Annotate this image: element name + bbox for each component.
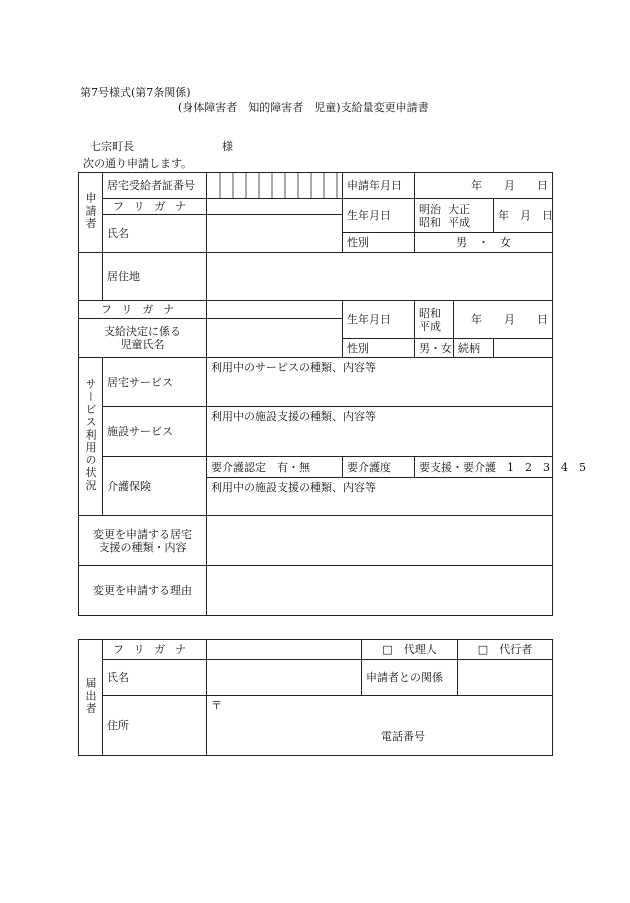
apply-date-value[interactable]: 年 月 日: [415, 173, 553, 199]
filer-name-field[interactable]: [207, 660, 362, 696]
care-level-value[interactable]: 要支援・要介護 1 2 3 4 5: [415, 457, 553, 478]
agent-checkbox[interactable]: □ 代行者: [458, 640, 553, 660]
applicant-furigana-field[interactable]: [207, 199, 343, 215]
change-reason-label: 変更を申請する理由: [79, 566, 207, 616]
care-cert-cell[interactable]: 要介護認定 有・無: [207, 457, 343, 478]
home-service-label: 居宅サービス: [103, 358, 207, 407]
filer-address-label: 住所: [103, 696, 207, 756]
intro-text: 次の通り申請します。: [83, 157, 193, 170]
home-service-text[interactable]: 利用中のサービスの種類、内容等: [207, 358, 553, 407]
applicant-address-field[interactable]: [207, 253, 553, 301]
applicant-address-label: 居住地: [103, 253, 207, 301]
change-type-field[interactable]: [207, 516, 553, 566]
care-insurance-text[interactable]: 利用中の施設支援の種類、内容等: [207, 478, 553, 516]
applicant-birth-value[interactable]: 年 月 日: [494, 199, 553, 233]
filer-furigana-label: フリガナ: [103, 640, 207, 660]
proxy-checkbox[interactable]: □ 代理人: [362, 640, 458, 660]
facility-service-text[interactable]: 利用中の施設支援の種類、内容等: [207, 407, 553, 457]
care-level-label: 要介護度: [343, 457, 415, 478]
change-reason-field[interactable]: [207, 566, 553, 616]
child-era-options[interactable]: 昭和 平成: [415, 301, 454, 339]
applicant-furigana-label: フリガナ: [103, 199, 207, 215]
child-furigana-label: フリガナ: [79, 301, 207, 319]
change-type-label: 変更を申請する居宅 支援の種類・内容: [79, 516, 207, 566]
facility-service-label: 施設サービス: [103, 407, 207, 457]
cert-number-label: 居宅受給者証番号: [103, 173, 207, 199]
applicant-name-field[interactable]: [207, 215, 343, 253]
postal-mark: 〒: [211, 699, 222, 712]
form-number: 第7号様式(第7条関係): [80, 86, 191, 99]
child-sex-label: 性別: [343, 339, 415, 358]
phone-label: 電話番号: [381, 730, 425, 743]
applicant-section-label: 申請者: [79, 173, 103, 253]
relation-label: 申請者との関係: [362, 660, 458, 696]
child-relation-label: 続柄: [454, 339, 494, 358]
applicant-sex-value[interactable]: 男 ・ 女: [415, 233, 553, 253]
child-furigana-field[interactable]: [207, 301, 343, 319]
filer-furigana-field[interactable]: [207, 640, 362, 660]
filer-table: [78, 639, 553, 756]
applicant-birth-label: 生年月日: [343, 199, 415, 233]
apply-date-label: 申請年月日: [343, 173, 415, 199]
child-sex-value[interactable]: 男・女: [415, 339, 454, 358]
applicant-name-label: 氏名: [103, 215, 207, 253]
child-birth-label: 生年月日: [343, 301, 415, 339]
addressee: 七宗町長: [90, 140, 134, 153]
cert-number-field[interactable]: [207, 173, 343, 199]
form-title: (身体障害者 知的障害者 児童)支給量変更申請書: [178, 101, 429, 114]
filer-name-label: 氏名: [103, 660, 207, 696]
filer-address-field[interactable]: [207, 696, 553, 756]
care-insurance-label: 介護保険: [103, 457, 207, 516]
child-name-label: 支給決定に係る 児童氏名: [79, 319, 207, 358]
relation-field[interactable]: [458, 660, 553, 696]
service-section-label: サービス利用の状況: [79, 358, 103, 516]
filer-section-label: 届出者: [79, 640, 103, 756]
honorific: 様: [222, 140, 233, 153]
child-birth-value[interactable]: 年 月 日: [454, 301, 553, 339]
applicant-sex-label: 性別: [343, 233, 415, 253]
child-name-field[interactable]: [207, 319, 343, 358]
child-relation-field[interactable]: [494, 339, 553, 358]
application-form-table: [78, 172, 586, 616]
applicant-era-options[interactable]: 明治 大正 昭和 平成: [415, 199, 494, 233]
